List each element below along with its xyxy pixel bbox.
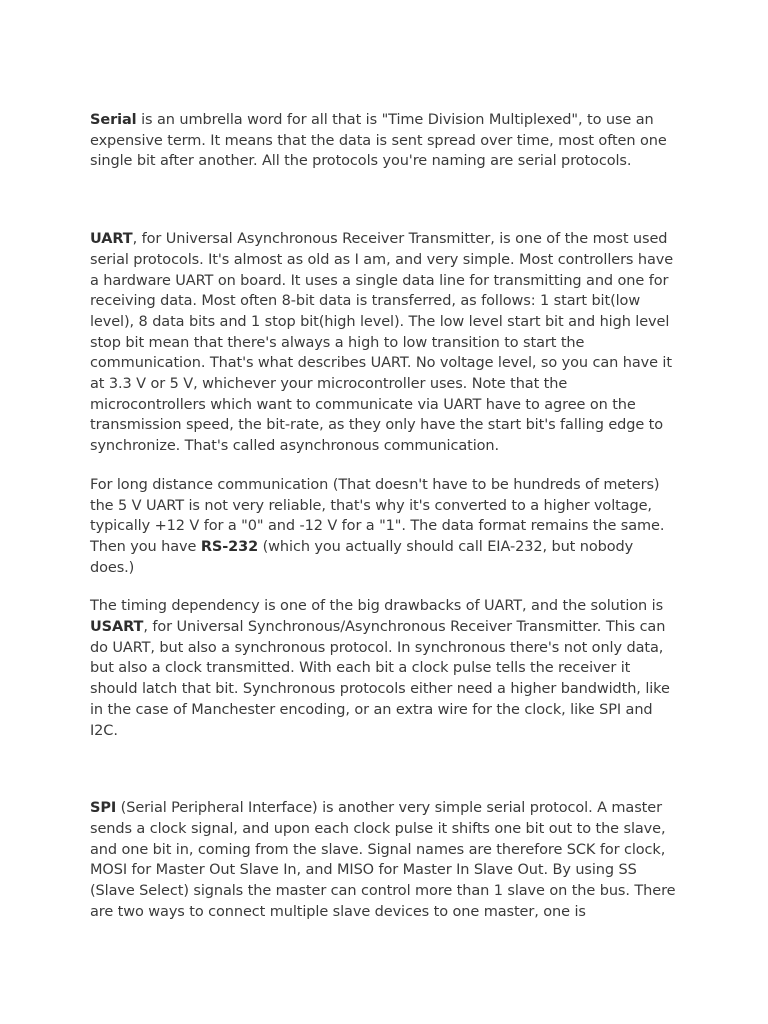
document-page	[90, 110, 680, 923]
paragraph-rs232-after: (which you actually should call EIA-232, but nobody does.)	[90, 538, 634, 576]
paragraph-spi-text: (Serial Peripheral Interface) is another very simple serial protocol. A master sends a clock signal, and upon each clock pulse it shifts one bit out to the slave, and one bit in, coming from the slave. Signal names are therefore SCK for clock, MOSI for Master Out Slave In, and MISO for Master In Slave Out. By using SS (Slave Select) signals the master can control more than 1 slave on the bus. There are two ways to connect multiple slave devices to one master, one is	[90, 800, 676, 920]
paragraph-usart	[90, 596, 680, 741]
term-usart: USART	[90, 619, 144, 636]
term-rs232: RS-232	[200, 538, 259, 555]
paragraph-serial-text: is an umbrella word for all that is "Time Division Multiplexed", to use an expensive term. It means that the data is sent spread over time, most often one single bit after another. All the protocols you're naming are serial protocols.	[90, 112, 667, 170]
term-uart: UART	[90, 231, 133, 248]
paragraph-uart	[90, 229, 680, 457]
paragraph-spacer	[90, 578, 680, 596]
term-serial: Serial	[90, 112, 137, 128]
paragraph-usart-after: , for Universal Synchronous/Asynchronous Receiver Transmitter. This can do UART, but also a synchronous protocol. In synchronous there's not only data, but also a clock transmitted. With each bit a clock pulse tells the receiver it should latch that bit. Synchronous protocols either need a higher bandwidth, like in the case of Manchester encoding, or an extra wire for the clock, like SPI and I2C.	[90, 619, 670, 739]
paragraph-spi	[90, 798, 680, 922]
paragraph-uart-text: , for Universal Asynchronous Receiver Transmitter, is one of the most used serial protocols. It's almost as old as I am, and very simple. Most controllers have a hardware UART on board. It uses a single data line for transmitting and one for receiving data. Most often 8-bit data is transferred, as follows: 1 start bit(low level), 8 data bits and 1 stop bit(high level). The low level start bit and high level stop bit mean that there's always a high to low transition to start the communication. That's what describes UART. No voltage level, so you can have it at 3.3 V or 5 V, whichever your microcontroller uses. Note that the microcontrollers which want to communicate via UART have to agree on the transmission speed, the bit-rate, as they only have the start bit's falling edge to synchronize. That's called asynchronous communication.	[90, 231, 674, 455]
section-spacer	[90, 172, 680, 229]
term-spi: SPI	[90, 800, 117, 817]
paragraph-spacer	[90, 457, 680, 475]
paragraph-usart-before: The timing dependency is one of the big drawbacks of UART, and the solution is	[90, 598, 664, 615]
paragraph-serial	[90, 110, 680, 172]
section-spacer	[90, 741, 680, 798]
paragraph-rs232-before: For long distance communication (That doesn't have to be hundreds of meters) the 5 V UART is not very reliable, that's why it's converted to a higher voltage, typically +12 V for a "0" and -12 V for a "1". The data format remains the same. Then you have	[90, 476, 665, 555]
paragraph-rs232	[90, 475, 680, 579]
